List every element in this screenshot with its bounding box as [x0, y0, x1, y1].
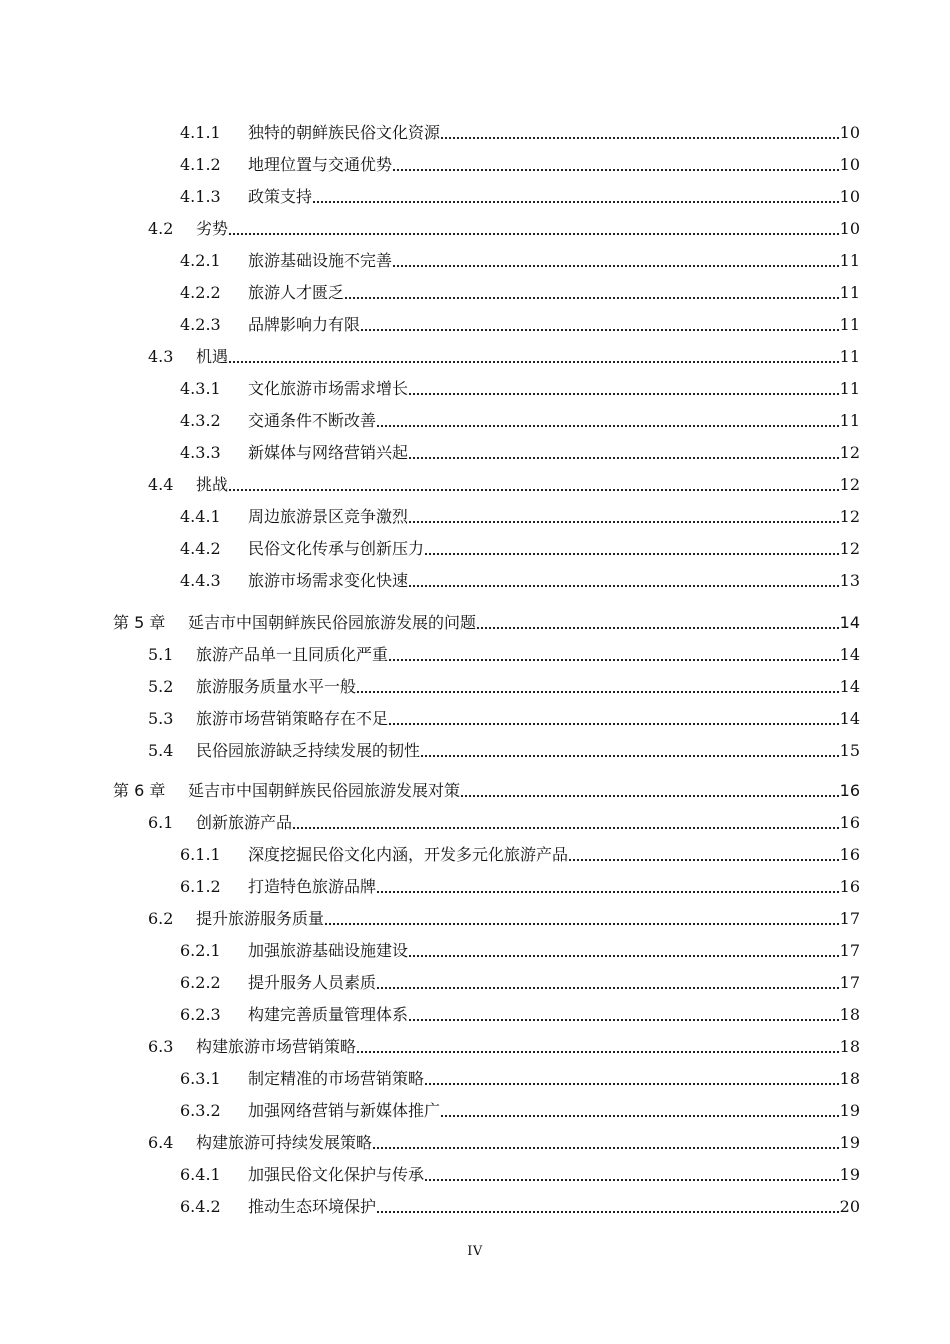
toc-title: 推动生态环境保护 [248, 1197, 377, 1216]
toc-section-entry[interactable] [148, 215, 860, 239]
toc-section-entry[interactable] [148, 737, 860, 761]
toc-title: 品牌影响力有限 [248, 315, 361, 334]
toc-dot-leader [477, 626, 839, 629]
toc-title: 文化旅游市场需求增长 [248, 379, 409, 398]
toc-subsection-entry[interactable] [180, 183, 860, 207]
toc-section-entry[interactable] [148, 471, 860, 495]
toc-title: 新媒体与网络营销兴起 [248, 443, 409, 462]
toc-title: 提升服务人员素质 [248, 973, 377, 992]
toc-number: 4.2.1 [180, 251, 221, 270]
toc-page-number: 18 [839, 1005, 860, 1024]
toc-page-number: 12 [839, 507, 860, 526]
toc-number: 6.4.2 [180, 1197, 221, 1216]
toc-page-number: 18 [839, 1069, 860, 1088]
toc-number: 4.3 [148, 347, 174, 366]
toc-dot-leader [425, 1082, 839, 1085]
toc-number: 4.1.3 [180, 187, 221, 206]
toc-number: 6.2 [148, 909, 174, 928]
toc-title: 旅游产品单一且同质化严重 [196, 645, 389, 664]
toc-title: 加强旅游基础设施建设 [248, 941, 409, 960]
toc-page-number: 17 [839, 973, 860, 992]
toc-title: 旅游人才匮乏 [248, 283, 345, 302]
toc-dot-leader [409, 584, 839, 587]
toc-number: 6.4.1 [180, 1165, 221, 1184]
toc-page-number: 19 [839, 1165, 860, 1184]
toc-number: 6.2.2 [180, 973, 221, 992]
toc-title: 独特的朝鲜族民俗文化资源 [248, 123, 441, 142]
toc-chapter-entry[interactable] [113, 609, 860, 633]
toc-number: 6.1 [148, 813, 174, 832]
toc-title: 打造特色旅游品牌 [248, 877, 377, 896]
toc-dot-leader [393, 168, 839, 171]
toc-page-number: 12 [839, 539, 860, 558]
toc-page-number: 11 [839, 379, 860, 398]
toc-page-number: 18 [839, 1037, 860, 1056]
toc-page-number: 16 [839, 877, 860, 896]
toc-dot-leader [409, 1018, 839, 1021]
toc-section-entry[interactable] [148, 809, 860, 833]
toc-dot-leader [229, 232, 839, 235]
toc-dot-leader [373, 1146, 839, 1149]
toc-page-number: 15 [839, 741, 860, 760]
toc-subsection-entry[interactable] [180, 1065, 860, 1089]
toc-title: 民俗园旅游缺乏持续发展的韧性 [196, 741, 421, 760]
toc-title: 挑战 [196, 475, 229, 494]
toc-subsection-entry[interactable] [180, 279, 860, 303]
toc-title: 延吉市中国朝鲜族民俗园旅游发展的问题 [188, 613, 477, 632]
toc-subsection-entry[interactable] [180, 439, 860, 463]
toc-page-number: 11 [839, 251, 860, 270]
page-number-footer: IV [467, 1244, 483, 1259]
toc-subsection-entry[interactable] [180, 567, 860, 591]
toc-number: 第 5 章 [113, 613, 166, 632]
toc-subsection-entry[interactable] [180, 1097, 860, 1121]
toc-dot-leader [377, 890, 839, 893]
toc-subsection-entry[interactable] [180, 311, 860, 335]
toc-page-number: 16 [839, 781, 860, 800]
toc-page-number: 14 [839, 613, 860, 632]
toc-number: 4.1.1 [180, 123, 221, 142]
toc-title: 延吉市中国朝鲜族民俗园旅游发展对策 [188, 781, 461, 800]
toc-title: 加强民俗文化保护与传承 [248, 1165, 425, 1184]
toc-number: 4.3.2 [180, 411, 221, 430]
toc-section-entry[interactable] [148, 641, 860, 665]
toc-dot-leader [345, 296, 839, 299]
toc-subsection-entry[interactable] [180, 119, 860, 143]
toc-title: 提升旅游服务质量 [196, 909, 325, 928]
toc-number: 6.1.1 [180, 845, 221, 864]
toc-number: 6.2.1 [180, 941, 221, 960]
toc-page-number: 14 [839, 677, 860, 696]
toc-dot-leader [293, 826, 839, 829]
toc-dot-leader [409, 392, 839, 395]
toc-page-number: 16 [839, 813, 860, 832]
toc-title: 政策支持 [248, 187, 313, 206]
toc-number: 5.4 [148, 741, 174, 760]
toc-number: 6.2.3 [180, 1005, 221, 1024]
toc-dot-leader [409, 954, 839, 957]
toc-page-number: 13 [839, 571, 860, 590]
toc-number: 5.2 [148, 677, 174, 696]
toc-page-number: 14 [839, 709, 860, 728]
toc-number: 6.1.2 [180, 877, 221, 896]
toc-title: 地理位置与交通优势 [248, 155, 393, 174]
toc-title: 民俗文化传承与创新压力 [248, 539, 425, 558]
toc-dot-leader [425, 552, 839, 555]
toc-dot-leader [569, 858, 839, 861]
toc-title: 劣势 [196, 219, 229, 238]
toc-page-number: 11 [839, 283, 860, 302]
toc-page-number: 17 [839, 909, 860, 928]
toc-dot-leader [421, 754, 839, 757]
toc-title: 构建完善质量管理体系 [248, 1005, 409, 1024]
toc-page-number: 16 [839, 845, 860, 864]
toc-subsection-entry[interactable] [180, 1161, 860, 1185]
toc-page-number: 20 [839, 1197, 860, 1216]
toc-title: 创新旅游产品 [196, 813, 293, 832]
toc-page-number: 12 [839, 475, 860, 494]
toc-number: 6.4 [148, 1133, 174, 1152]
toc-dot-leader [389, 658, 839, 661]
toc-number: 4.3.3 [180, 443, 221, 462]
toc-page-number: 19 [839, 1101, 860, 1120]
toc-dot-leader [393, 264, 839, 267]
toc-subsection-entry[interactable] [180, 969, 860, 993]
toc-number: 6.3.1 [180, 1069, 221, 1088]
toc-title: 机遇 [196, 347, 229, 366]
toc-title: 旅游市场需求变化快速 [248, 571, 409, 590]
toc-title: 制定精准的市场营销策略 [248, 1069, 425, 1088]
toc-number: 4.2.2 [180, 283, 221, 302]
toc-subsection-entry[interactable] [180, 407, 860, 431]
toc-number: 6.3.2 [180, 1101, 221, 1120]
toc-section-entry[interactable] [148, 1033, 860, 1057]
toc-number: 4.1.2 [180, 155, 221, 174]
toc-dot-leader [377, 424, 839, 427]
toc-page-number: 19 [839, 1133, 860, 1152]
toc-dot-leader [357, 690, 839, 693]
toc-subsection-entry[interactable] [180, 1193, 860, 1217]
toc-number: 4.2.3 [180, 315, 221, 334]
toc-subsection-entry[interactable] [180, 1001, 860, 1025]
toc-page-number: 10 [839, 219, 860, 238]
toc-subsection-entry[interactable] [180, 841, 860, 865]
toc-title: 旅游基础设施不完善 [248, 251, 393, 270]
toc-number: 4.4.3 [180, 571, 221, 590]
toc-subsection-entry[interactable] [180, 873, 860, 897]
toc-subsection-entry[interactable] [180, 151, 860, 175]
toc-dot-leader [377, 1210, 839, 1213]
toc-page-number: 11 [839, 347, 860, 366]
toc-title: 加强网络营销与新媒体推广 [248, 1101, 441, 1120]
toc-dot-leader [229, 488, 839, 491]
toc-title: 构建旅游市场营销策略 [196, 1037, 357, 1056]
toc-subsection-entry[interactable] [180, 375, 860, 399]
toc-dot-leader [357, 1050, 839, 1053]
toc-number: 4.4.1 [180, 507, 221, 526]
toc-page-number: 11 [839, 315, 860, 334]
toc-number: 4.3.1 [180, 379, 221, 398]
toc-number: 5.3 [148, 709, 174, 728]
toc-page-number: 14 [839, 645, 860, 664]
toc-chapter-entry[interactable] [113, 777, 860, 801]
toc-dot-leader [461, 794, 839, 797]
toc-number: 4.4 [148, 475, 174, 494]
toc-dot-leader [229, 360, 839, 363]
toc-dot-leader [361, 328, 839, 331]
toc-subsection-entry[interactable] [180, 247, 860, 271]
toc-subsection-entry[interactable] [180, 937, 860, 961]
toc-dot-leader [441, 1114, 839, 1117]
toc-number: 4.2 [148, 219, 174, 238]
toc-page-number: 17 [839, 941, 860, 960]
toc-title: 深度挖掘民俗文化内涵，开发多元化旅游产品 [248, 845, 569, 864]
toc-section-entry[interactable] [148, 905, 860, 929]
toc-page-number: 12 [839, 443, 860, 462]
toc-number: 4.4.2 [180, 539, 221, 558]
toc-subsection-entry[interactable] [180, 503, 860, 527]
toc-page-number: 10 [839, 123, 860, 142]
toc-title: 交通条件不断改善 [248, 411, 377, 430]
toc-section-entry[interactable] [148, 343, 860, 367]
toc-dot-leader [313, 200, 839, 203]
toc-title: 旅游服务质量水平一般 [196, 677, 357, 696]
toc-page-number: 10 [839, 155, 860, 174]
toc-title: 构建旅游可持续发展策略 [196, 1133, 373, 1152]
toc-number: 5.1 [148, 645, 174, 664]
toc-dot-leader [325, 922, 839, 925]
toc-title: 旅游市场营销策略存在不足 [196, 709, 389, 728]
toc-dot-leader [425, 1178, 839, 1181]
toc-section-entry[interactable] [148, 705, 860, 729]
toc-title: 周边旅游景区竞争激烈 [248, 507, 409, 526]
toc-subsection-entry[interactable] [180, 535, 860, 559]
toc-section-entry[interactable] [148, 673, 860, 697]
toc-section-entry[interactable] [148, 1129, 860, 1153]
toc-dot-leader [409, 520, 839, 523]
toc-dot-leader [409, 456, 839, 459]
toc-number: 6.3 [148, 1037, 174, 1056]
toc-dot-leader [389, 722, 839, 725]
toc-dot-leader [441, 136, 839, 139]
toc-number: 第 6 章 [113, 781, 166, 800]
toc-page-number: 10 [839, 187, 860, 206]
toc-page-number: 11 [839, 411, 860, 430]
toc-dot-leader [377, 986, 839, 989]
